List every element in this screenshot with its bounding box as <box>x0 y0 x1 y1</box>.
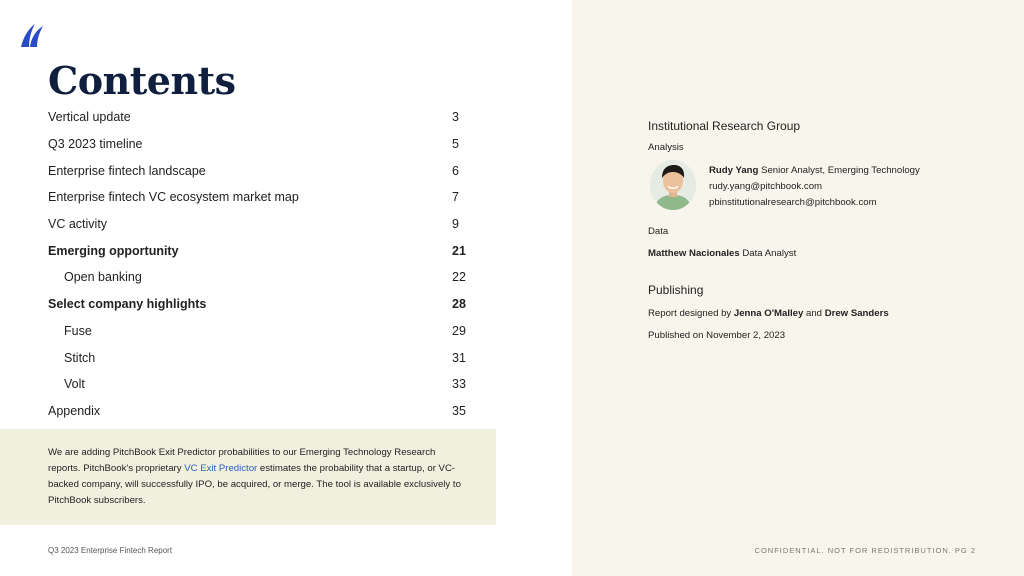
analysis-label: Analysis <box>648 142 684 153</box>
toc-item-label: VC activity <box>48 217 108 232</box>
toc-item[interactable] <box>48 344 468 371</box>
designer-two: Drew Sanders <box>824 308 889 319</box>
toc-item[interactable] <box>48 157 468 184</box>
analyst-line <box>709 165 920 176</box>
vc-exit-predictor-link[interactable]: VC Exit Predictor <box>184 463 258 474</box>
toc-item-label: Vertical update <box>48 110 131 125</box>
toc-item-label: Q3 2023 timeline <box>48 137 143 152</box>
designed-by-line <box>648 308 889 319</box>
toc-item[interactable] <box>48 237 468 264</box>
pitchbook-sail-logo-icon <box>19 22 45 48</box>
toc-item-label: Appendix <box>48 403 101 418</box>
note-text-end: estimates the probability that a startup, or VC-backed company, will successfully IPO, be acquired, or merge. The tool is available exclusively to PitchBook subscribers. <box>48 463 461 506</box>
toc-item-page: 3 <box>452 110 459 125</box>
toc-item-page: 9 <box>452 217 459 232</box>
toc-item[interactable] <box>48 318 468 345</box>
analyst-avatar <box>650 160 696 210</box>
toc-item[interactable] <box>48 211 468 238</box>
designer-one: Jenna O'Malley <box>733 308 804 319</box>
toc-item-page: 5 <box>452 137 459 152</box>
analyst-photo-icon <box>650 160 696 210</box>
research-email[interactable]: pbinstitutionalresearch@pitchbook.com <box>709 197 877 208</box>
data-analyst-line <box>648 248 796 259</box>
toc-item[interactable] <box>48 371 468 398</box>
analyst-title: Senior Analyst, Emerging Technology <box>758 165 920 176</box>
data-label: Data <box>648 226 669 237</box>
toc-item-label: Fuse <box>64 323 92 338</box>
page-title: Contents <box>48 58 236 103</box>
analyst-email[interactable]: rudy.yang@pitchbook.com <box>709 181 823 192</box>
toc-item-page: 33 <box>452 377 466 392</box>
toc-item-page: 22 <box>452 270 466 285</box>
note-text-start: We are adding PitchBook Exit Predictor probabilities to our Emerging Technology Research reports. PitchBook's proprietary <box>48 447 436 474</box>
toc-item-label: Emerging opportunity <box>48 243 179 258</box>
footer-confidential: CONFIDENTIAL. NOT FOR REDISTRIBUTION. PG 2 <box>754 546 976 555</box>
toc-item-page: 7 <box>452 190 459 205</box>
toc-item-page: 21 <box>452 243 466 258</box>
toc-item-label: Enterprise fintech VC ecosystem market map <box>48 190 299 205</box>
note-text <box>48 445 468 509</box>
designed-prefix: Report designed by <box>648 308 734 319</box>
right-panel <box>572 0 1024 576</box>
toc-item-label: Select company highlights <box>48 297 207 312</box>
toc-item-label: Enterprise fintech landscape <box>48 163 206 178</box>
toc-item[interactable] <box>48 104 468 131</box>
toc-item-page: 28 <box>452 297 466 312</box>
toc-item-page: 29 <box>452 323 466 338</box>
published-date: Published on November 2, 2023 <box>648 330 786 341</box>
toc-item[interactable] <box>48 184 468 211</box>
toc-item-label: Stitch <box>64 350 96 365</box>
toc-item-page: 6 <box>452 163 459 178</box>
data-analyst-name: Matthew Nacionales <box>648 248 740 259</box>
toc-item-label: Open banking <box>64 270 142 285</box>
toc-item[interactable] <box>48 264 468 291</box>
publishing-heading: Publishing <box>648 283 704 297</box>
table-of-contents <box>48 104 468 424</box>
data-analyst-title: Data Analyst <box>739 248 797 259</box>
footer-report-title: Q3 2023 Enterprise Fintech Report <box>48 546 173 555</box>
toc-item-page: 35 <box>452 403 466 418</box>
analyst-name: Rudy Yang <box>709 165 759 176</box>
toc-item-page: 31 <box>452 350 466 365</box>
toc-item[interactable] <box>48 131 468 158</box>
toc-item-label: Volt <box>64 377 85 392</box>
toc-item[interactable] <box>48 398 468 425</box>
designed-and: and <box>803 308 825 319</box>
exit-predictor-note <box>0 429 496 525</box>
research-group-heading: Institutional Research Group <box>648 119 801 133</box>
toc-item[interactable] <box>48 291 468 318</box>
